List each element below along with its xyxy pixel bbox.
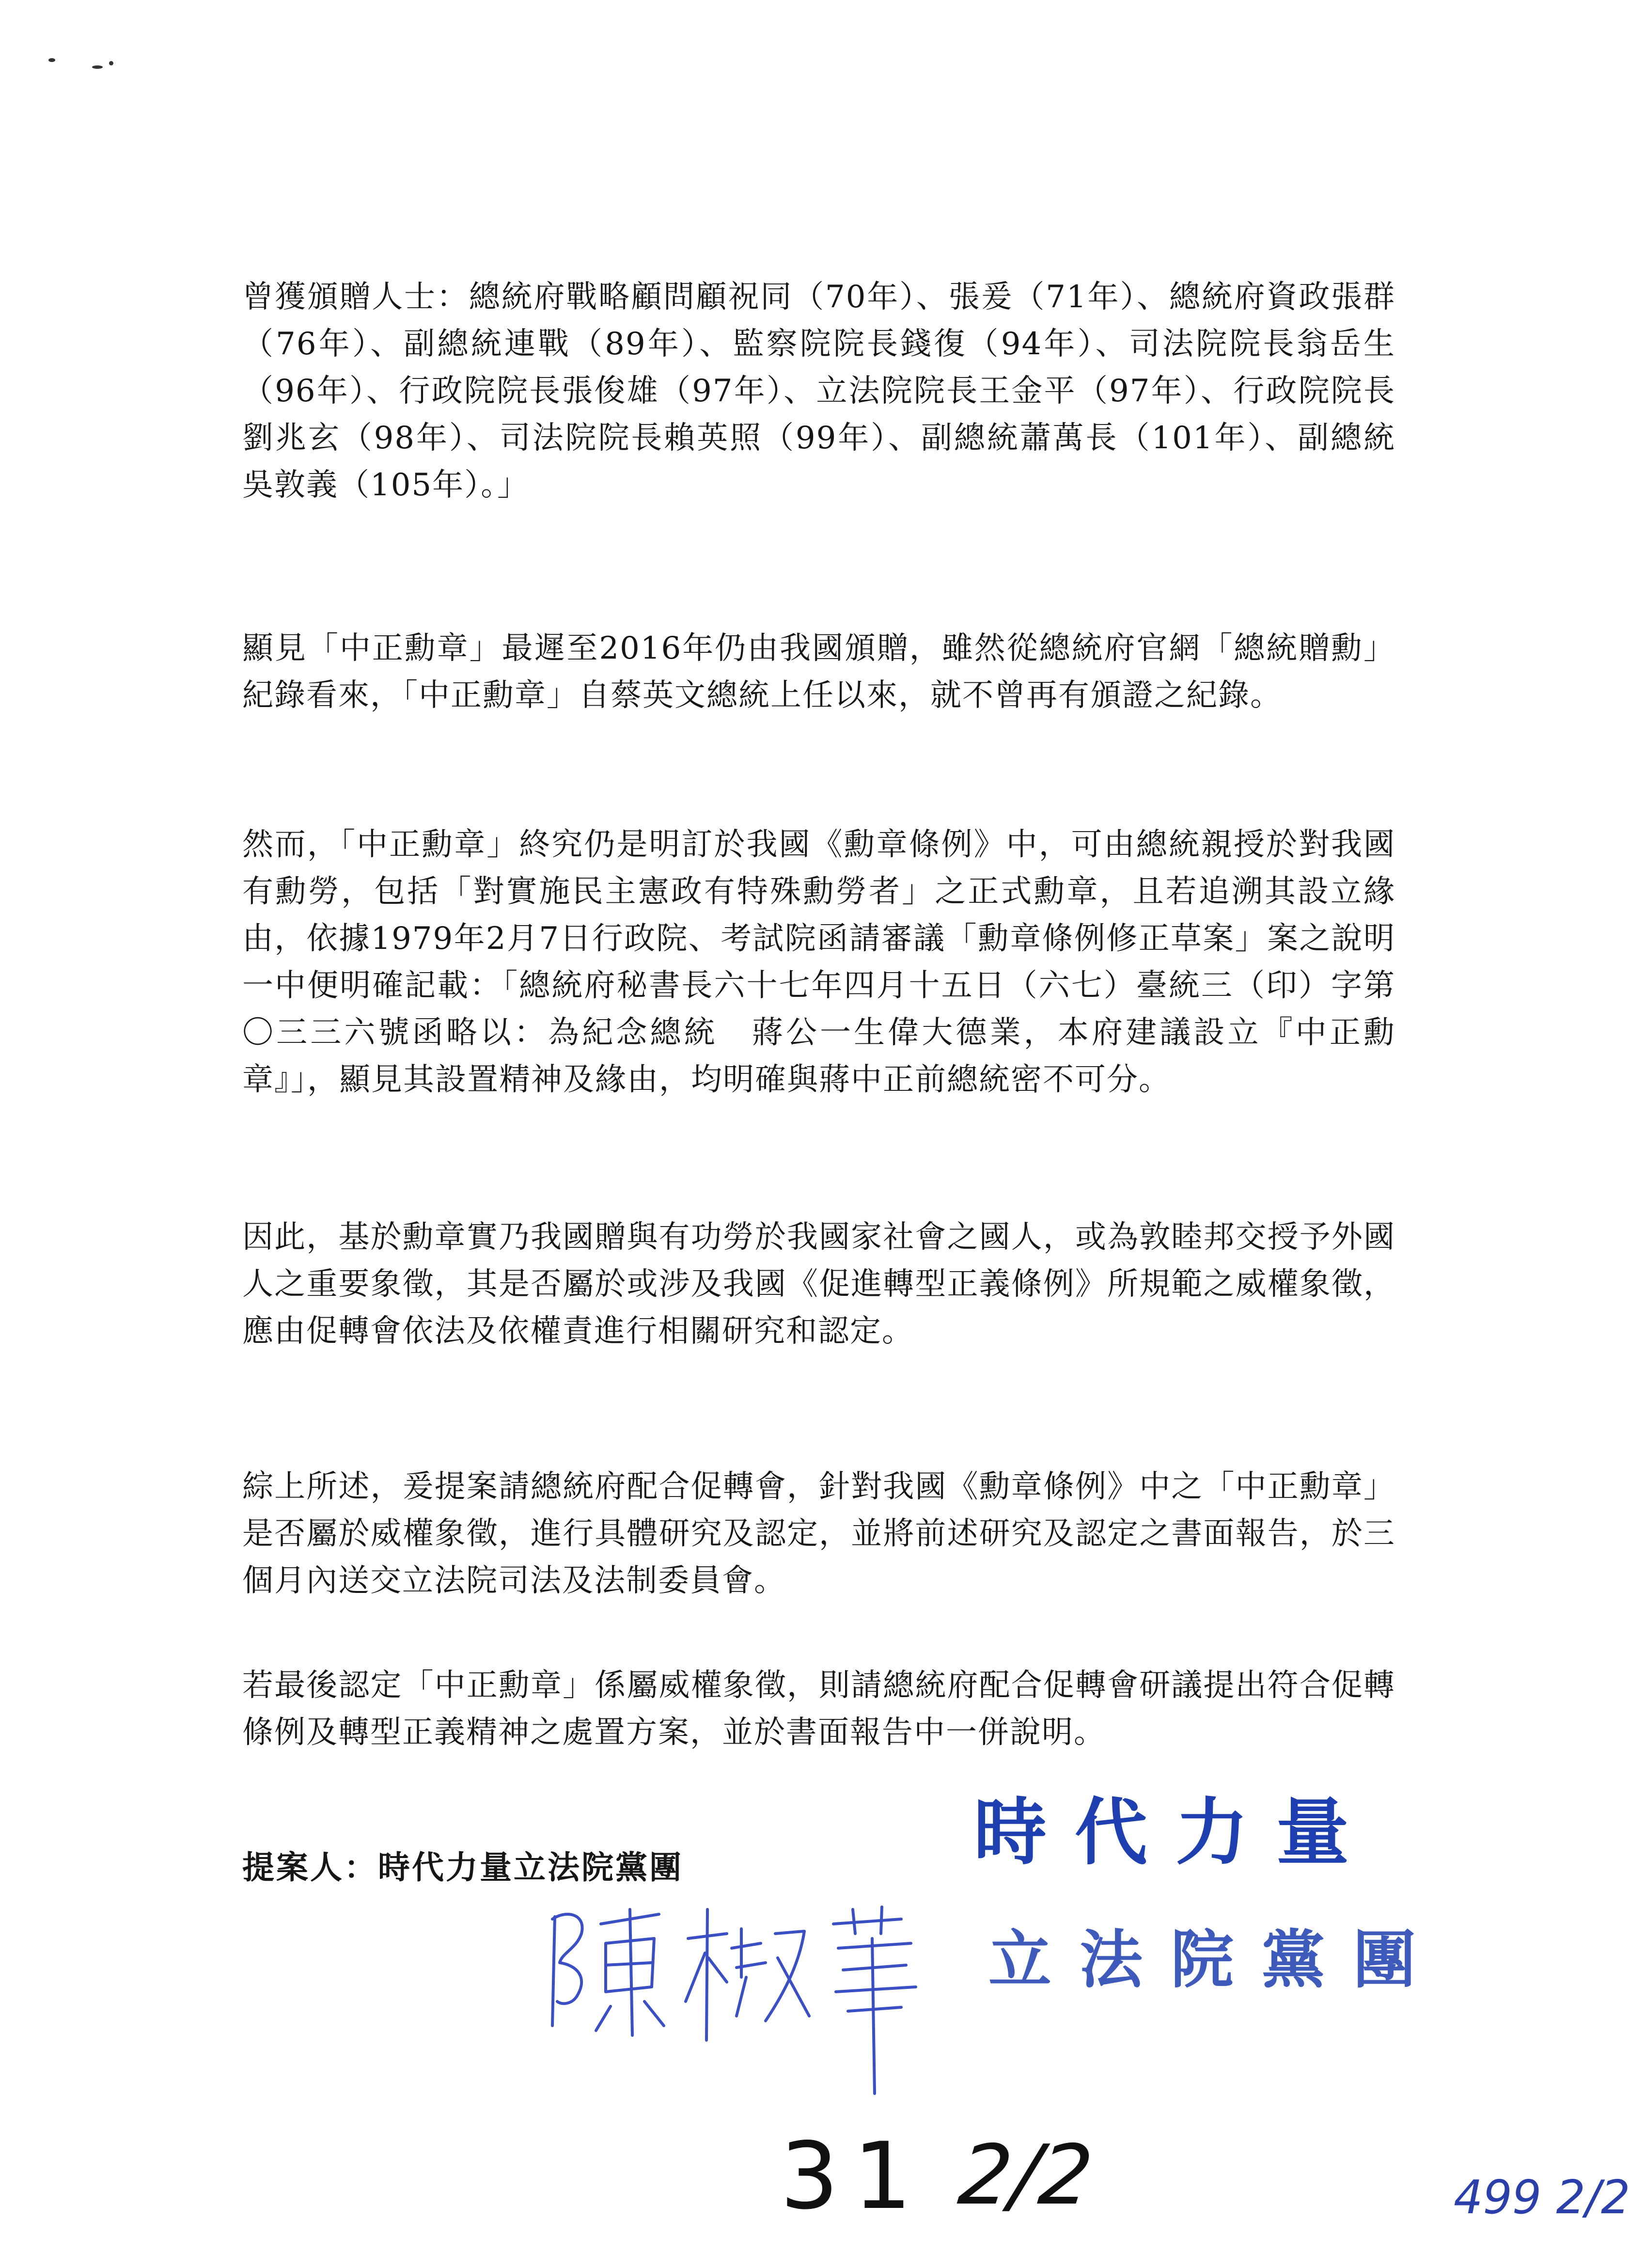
proposer-line: 提案人：時代力量立法院黨團 <box>242 1849 683 1886</box>
paragraph-medal-origin: 然而，「中正勳章」終究仍是明訂於我國《勳章條例》中，可由總統親授於對我國有勳勞，包括「對實施民主憲政有特殊勳勞者」之正式勳章，且若追溯其設立緣由，依據1979年2月7日行政院、考試院函請審議「勳章條例修正草案」案之說明一中便明確記載：「總統府秘書長六十七年四月十五日（六七）臺統三（印）字第〇三三六號函略以：為紀念總統 蔣公一生偉大德業，本府建議設立『中正勳章』」，顯見其設置精神及緣由，均明確與蔣中正前總統密不可分。 <box>242 827 1395 1098</box>
handwritten-signature <box>533 1880 969 2103</box>
stamp-line-caucus: 立法院黨團 <box>988 1923 1444 1997</box>
scan-speck <box>48 58 55 62</box>
handwritten-page-number: 31 <box>780 2123 926 2230</box>
stamp-line-party: 時代力量 <box>974 1791 1378 1875</box>
paragraph-authority-symbol: 因此，基於勳章實乃我國贈與有功勞於我國家社會之國人，或為敦睦邦交授予外國人之重要象徵，其是否屬於或涉及我國《促進轉型正義條例》所規範之威權象徵，應由促轉會依法及依權責進行相關研究和認定。 <box>242 1219 1395 1349</box>
handwritten-corner-number: 499 2/2 <box>1454 2171 1630 2224</box>
paragraph-recipients: 曾獲頒贈人士：總統府戰略顧問顧祝同（70年）、張爰（71年）、總統府資政張群（76年）、副總統連戰（89年）、監察院院長錢復（94年）、司法院院長翁岳生（96年）、行政院院長張俊雄（97年）、立法院院長王金平（97年）、行政院院長劉兆玄（98年）、司法院院長賴英照（99年）、副總統蕭萬長（101年）、副總統吳敦義（105年）。」 <box>242 279 1395 503</box>
handwritten-page-fraction: 2/2 <box>954 2127 1097 2223</box>
paragraph-still-awarded: 顯見「中正勳章」最遲至2016年仍由我國頒贈，雖然從總統府官網「總統贈勳」紀錄看來，「中正勳章」自蔡英文總統上任以來，就不曾再有頒證之紀錄。 <box>242 630 1395 713</box>
paragraph-disposal: 若最後認定「中正勳章」係屬威權象徵，則請總統府配合促轉會研議提出符合促轉條例及轉型正義精神之處置方案，並於書面報告中一併說明。 <box>242 1668 1395 1750</box>
scan-speck <box>109 61 113 65</box>
paragraph-proposal: 綜上所述，爰提案請總統府配合促轉會，針對我國《勳章條例》中之「中正勳章」是否屬於威權象徵，進行具體研究及認定，並將前述研究及認定之書面報告，於三個月內送交立法院司法及法制委員會。 <box>242 1469 1395 1599</box>
scan-speck <box>92 65 103 69</box>
